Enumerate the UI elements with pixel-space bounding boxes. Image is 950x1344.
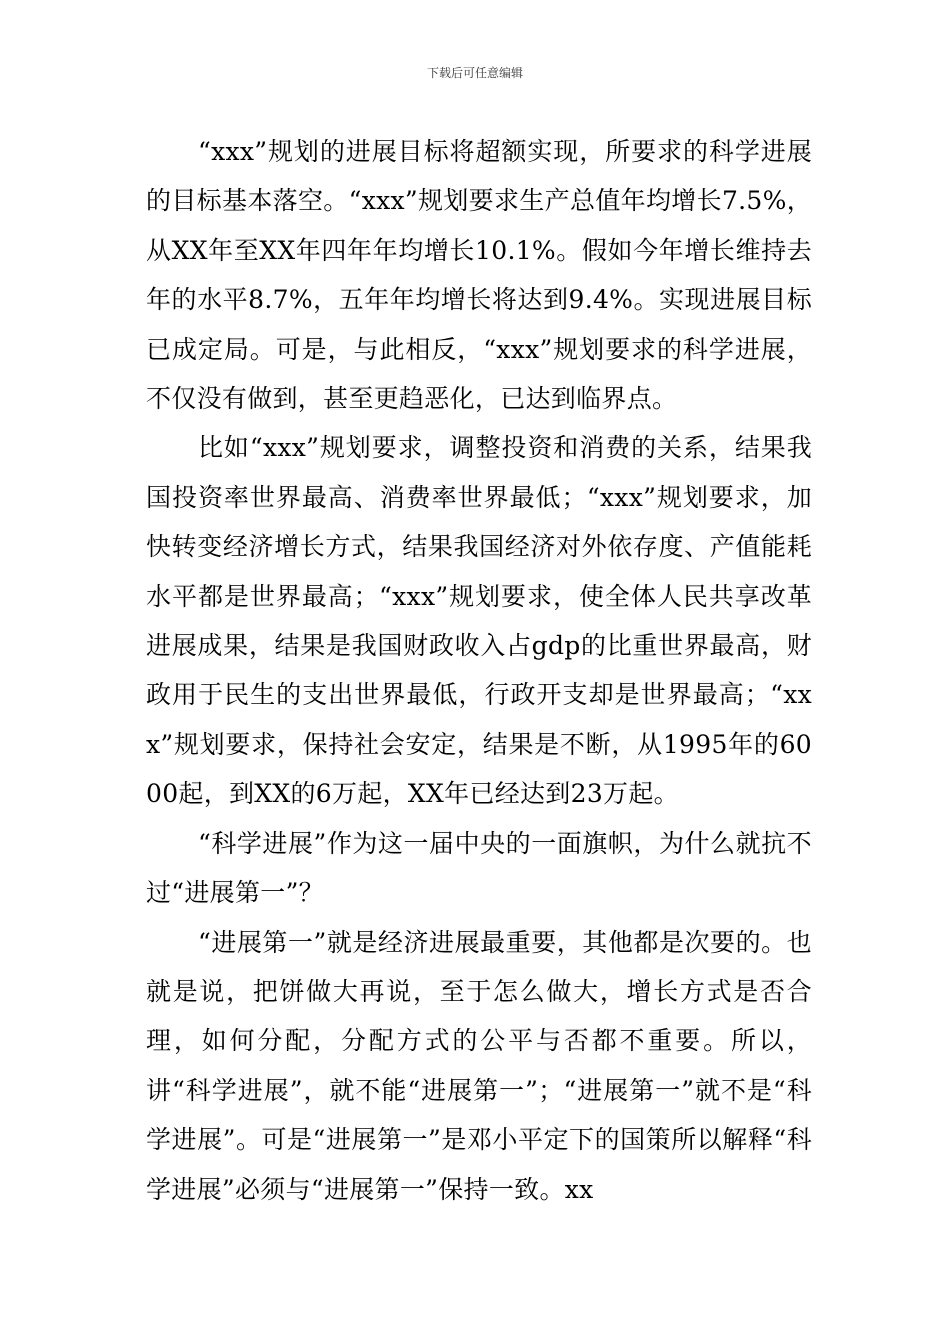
paragraph-3: “科学进展”作为这一届中央的一面旗帜，为什么就抗不过“进展第一”？ (146, 828, 812, 908)
paragraph-2: 比如“xxx”规划要求，调整投资和消费的关系，结果我国投资率世界最高、消费率世界最低；“xxx”规划要求，加快转变经济增长方式，结果我国经济对外依存度、产值能耗水平都是世界最高；“xxx”规划要求，使全体人民共享改革进展成果，结果是我国财政收入占gdp的比重世界最高，财政用于民生的支出世界最低，行政开支却是世界最高；“xxx”规划要求，保持社会安定，结果是不断，从1995年的6000起，到XX的6万起，XX年已经达到23万起。 (146, 433, 812, 809)
document-body (146, 127, 812, 1214)
paragraph-1: “xxx”规划的进展目标将超额实现，所要求的科学进展的目标基本落空。“xxx”规划要求生产总值年均增长7.5%，从XX年至XX年四年年均增长10.1%。假如今年增长维持去年的水平8.7%，五年年均增长将达到9.4%。实现进展目标已成定局。可是，与此相反，“xxx”规划要求的科学进展，不仅没有做到，甚至更趋恶化，已达到临界点。 (146, 137, 812, 414)
paragraph-4: “进展第一”就是经济进展最重要，其他都是次要的。也就是说，把饼做大再说，至于怎么做大，增长方式是否合理，如何分配，分配方式的公平与否都不重要。所以，讲“科学进展”，就不能“进展第一”；“进展第一”就不是“科学进展”。可是“进展第一”是邓小平定下的国策所以解释“科学进展”必须与“进展第一”保持一致。xx (146, 927, 812, 1204)
page-header: 下载后可任意编辑 (426, 66, 523, 80)
